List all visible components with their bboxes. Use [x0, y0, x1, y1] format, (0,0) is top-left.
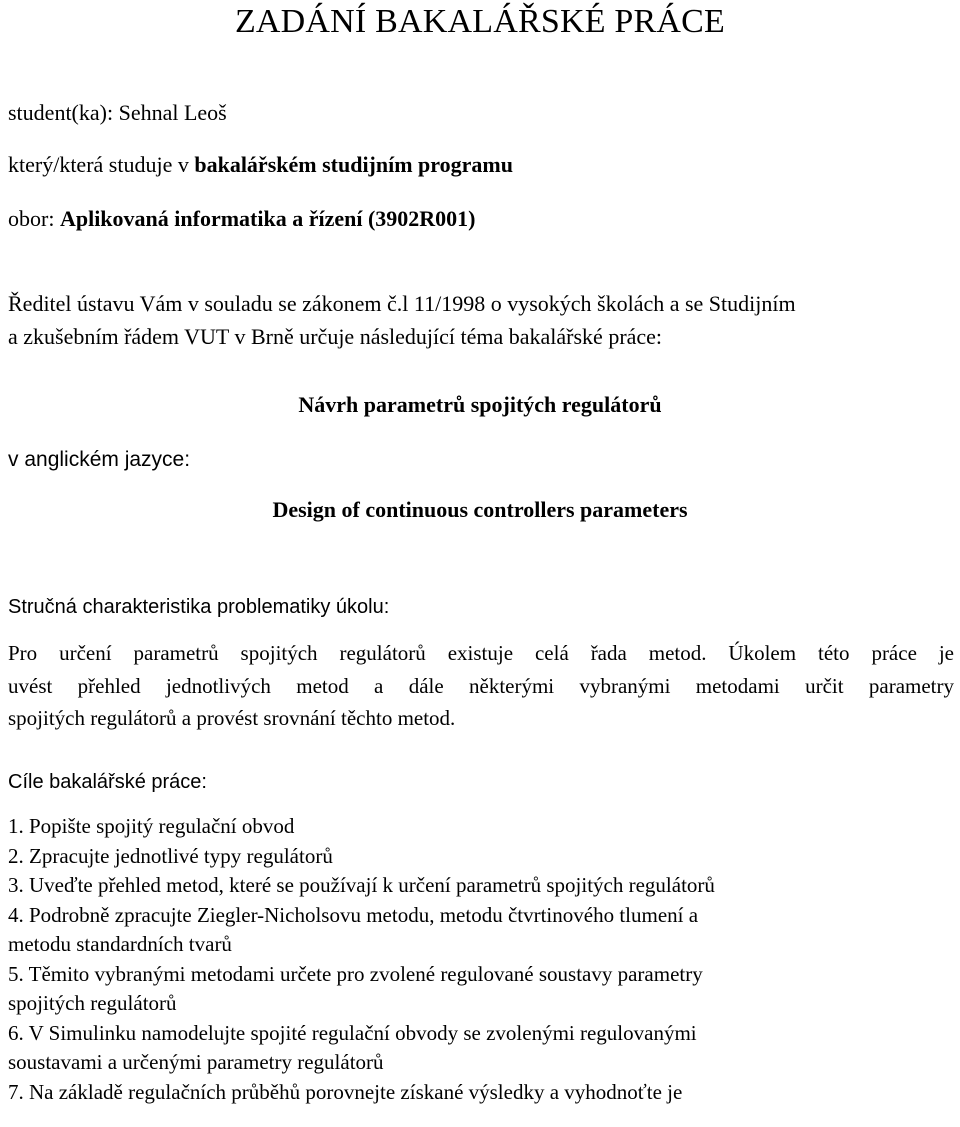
- goal-item-4: 4. Podrobně zpracujte Ziegler-Nicholsovu metodu, metodu čtvrtinového tlumení a: [8, 902, 699, 927]
- english-label: v anglickém jazyce:: [8, 448, 191, 471]
- topic-czech: Návrh parametrů spojitých regulátorů: [298, 392, 662, 417]
- goal-item-6-cont: soustavami a určenými parametry regulátorů: [8, 1050, 384, 1074]
- goal-item-3: 3. Uveďte přehled metod, které se používají k určení parametrů spojitých regulátorů: [8, 873, 715, 897]
- goal-item-7: 7. Na základě regulačních průběhů porovnejte získané výsledky a vyhodnoťte je: [8, 1079, 683, 1104]
- student-name: Sehnal Leoš: [118, 100, 227, 125]
- document-title: ZADÁNÍ BAKALÁŘSKÉ PRÁCE: [234, 3, 726, 40]
- brief-line-2: uvést přehled jednotlivých metod a dále některými vybranými metodami určit parametry: [8, 673, 954, 698]
- field-name: Aplikovaná informatika a řízení (3902R001): [59, 206, 476, 231]
- goal-item-4-cont: metodu standardních tvarů: [8, 932, 232, 956]
- director-line-2: a zkušebním řádem VUT v Brně určuje následující téma bakalářské práce:: [8, 324, 663, 349]
- goal-item-2: 2. Zpracujte jednotlivé typy regulátorů: [8, 843, 333, 868]
- field-label: obor:: [8, 206, 55, 231]
- student-label: student(ka):: [8, 100, 114, 125]
- director-line-1: Ředitel ústavu Vám v souladu se zákonem č.l 11/1998 o vysokých školách a se Studijním: [8, 291, 796, 316]
- program-line: [8, 149, 513, 181]
- brief-paragraph: [8, 637, 954, 735]
- program-name: bakalářském studijním programu: [194, 152, 513, 177]
- topic-english: Design of continuous controllers parameters: [272, 497, 688, 522]
- student-line: [8, 97, 227, 129]
- brief-heading: Stručná charakteristika problematiky úkolu:: [8, 596, 390, 618]
- goals-heading: Cíle bakalářské práce:: [8, 771, 207, 793]
- goal-item-1: 1. Popište spojitý regulační obvod: [8, 814, 295, 838]
- goal-item-5-cont: spojitých regulátorů: [8, 991, 177, 1015]
- goals-list: [8, 812, 954, 1107]
- goal-item-6: 6. V Simulinku namodelujte spojité regulační obvody se zvolenými regulovanými: [8, 1020, 697, 1045]
- brief-line-3: spojitých regulátorů a provést srovnání těchto metod.: [8, 706, 456, 730]
- brief-line-1: Pro určení parametrů spojitých regulátorů existuje celá řada metod. Úkolem této práce je: [8, 641, 954, 665]
- program-prefix: který/která studuje v: [8, 152, 189, 177]
- field-line: [8, 203, 476, 235]
- goal-item-5: 5. Těmito vybranými metodami určete pro zvolené regulované soustavy parametry: [8, 961, 703, 986]
